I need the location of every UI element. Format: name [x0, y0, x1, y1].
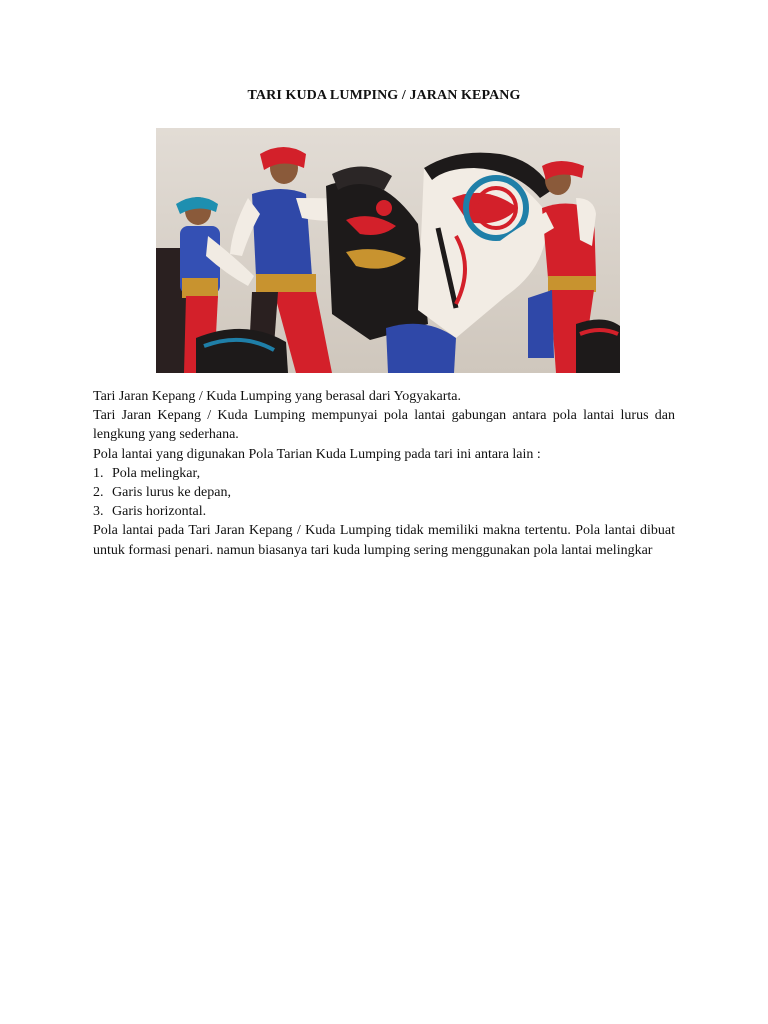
list-item [93, 464, 675, 483]
paragraph-conclusion: Pola lantai pada Tari Jaran Kepang / Kuda Lumping tidak memiliki makna tertentu. Pola lantai dibuat untuk formasi penari. namun biasanya tari kuda lumping sering menggunakan pola lantai melingkar [93, 523, 675, 558]
list-text: Garis lurus ke depan, [112, 485, 231, 501]
list-text: Garis horizontal. [112, 504, 207, 520]
paragraph-list-intro: Pola lantai yang digunakan Pola Tarian Kuda Lumping pada tari ini antara lain : [93, 446, 541, 462]
kuda-lumping-illustration [156, 128, 620, 373]
article-body [93, 387, 675, 560]
list-number: 3. [93, 504, 104, 520]
list-number: 2. [93, 485, 104, 501]
paragraph-floor-pattern: Tari Jaran Kepang / Kuda Lumping mempunyai pola lantai gabungan antara pola lantai lurus dan lengkung yang sederhana. [93, 408, 675, 443]
list-text: Pola melingkar, [112, 465, 201, 481]
dance-photo [156, 128, 620, 373]
paragraph-origin: Tari Jaran Kepang / Kuda Lumping yang berasal dari Yogyakarta. [93, 389, 461, 404]
list-item [93, 483, 675, 502]
list-number: 1. [93, 465, 104, 481]
list-item [93, 502, 675, 521]
page-title: TARI KUDA LUMPING / JARAN KEPANG [247, 88, 521, 103]
